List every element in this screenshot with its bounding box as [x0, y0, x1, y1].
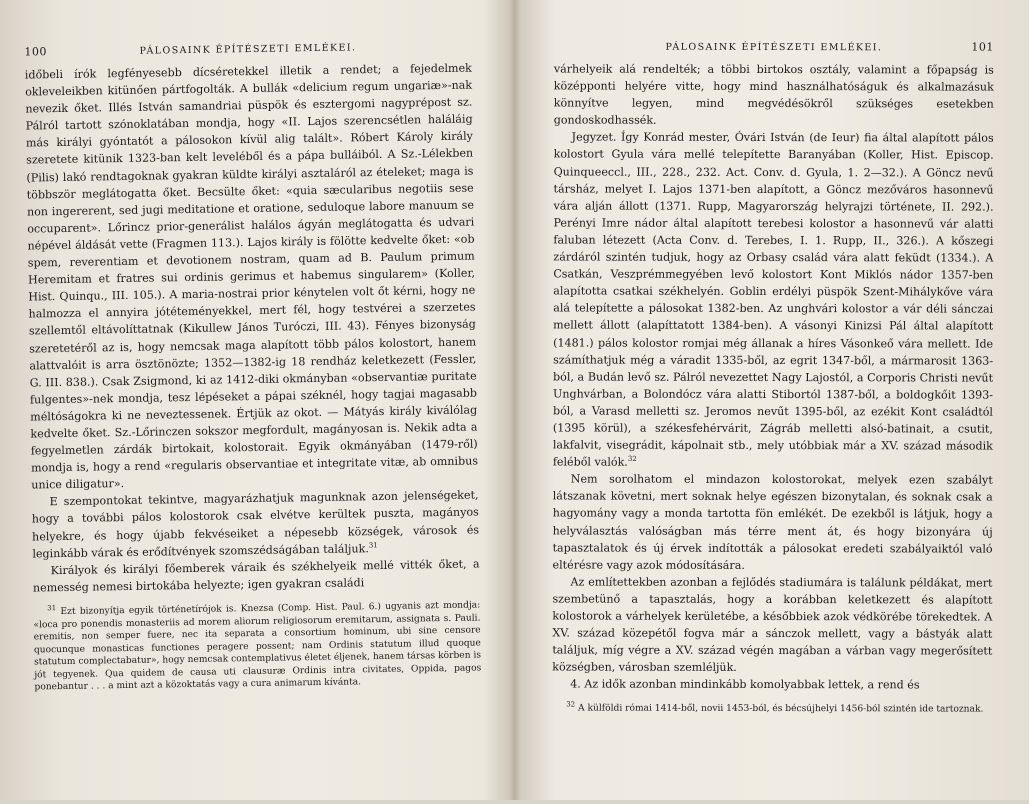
- left-page-number: 100: [24, 45, 47, 58]
- right-footnote-ref: 32: [628, 455, 637, 463]
- right-running-head: [554, 39, 994, 53]
- left-footnote-marker: 31: [47, 604, 56, 612]
- right-page-number: 101: [971, 41, 994, 54]
- left-footnote-text: Ezt bizonyítja egyik történetírójok is. Knezsa (Comp. Hist. Paul. 6.) ugyanis azt mondja: «loca pro ponendis monasteriis ad morem aliorum religiosorum eremitarum, assignata s. Pauli. eremitis, non semper fuere, nec ita separata a consortium hominum, ubi sine censore quocunque monasticas functiones peragere possent; nam Ordinis statutum illud quoque statutum complectabatur», hogy nemcsak contemplativus életet éljenek, hanem társas körben is jót tegyenek. Qua quidem de causa uti clausuræ Ordinis intra civitates, Oppida, pagos ponebantur . . . a mint azt a közoktatás vagy a cura animarum kívánta.: [33, 600, 481, 693]
- left-paragraph-1: időbeli írók legfényesebb dícséretekkel illetik a rendet; a fejedelmek okleveleikben kitünően pártfogolták. A bullák «delicium regum ungariæ»-nak nevezik őket. Illés István samandriai püspök és esztergomi nagyprépost sz. Pálról tartott szónoklatában mondja, hogy «II. Lajos szerencsétlen haláláig más királyi gyóntatót a pálosokon kívül alig talált». Róbert Károly király szeretete kitünik 1323-ban kelt leveléből és a pápa bulláiból. A Sz.-Lélekben (Pilis) lakó rendtagoknak gyakran küldte királyi asztaláról az ételeket; maga is többször meglátogatta őket. Becsülte őket: «quia sæcularibus negotiis sese non ingererent, sed jugi meditatione et oratione, seduloque labore manuum se occuparent». Lőrincz prior-generálist halálos ágyán meglátogatta és udvari népével áldását vette (Fragmen 113.). Lajos király is fölötte kedvelte őket: «ob spem, reverentiam et devotionem nostram, quam ad B. Paulum primum Heremitam et fratres sui ordinis gerimus et habemus singularem» (Koller, Hist. Quinqu., III. 105.). A maria-nostrai prior kénytelen volt őt kérni, hogy ne halmozza el annyira jótéteményekkel, mert fél, hogy testvérei a szerzetes szellemtől eltávolíttatnak (Kikullew János Turóczi, III. 43). Fényes bizonyság szeretetéről az is, hogy nemcsak maga alapított több pálos kolostort, hanem alattvalóit is arra ösztönözte; 1352—1382-ig 18 rendház keletkezett (Fessler, G. III. 838.). Csak Zsigmond, ki az 1412-diki okmányban «observantiæ puritate fulgentes»-nek mondja, tesz lépéseket a pápai széknél, hogy tagjai magasabb méltóságokra ki ne neveztessenek. Értjük az okot. — Mátyás király kiválólag kedvelte őket. Sz.-Lőrinczen sokszor megfordult, magányosan is. Nekik adta a fegyelmetlen zárdák birtokait, kolostorait. Egyik okmányában (1479-ről) mondja is, hogy a rend «regularis observantiae et integritate vitæ, ab omnibus unice diligatur».: [25, 60, 479, 494]
- left-footnote-ref: 31: [369, 541, 378, 549]
- left-running-head: [24, 39, 471, 59]
- right-paragraph-3: Nem sorolhatom el mindazon kolostorokat, melyek ezen szabályt látszanak követni, mert soknak helye egészen bizonytalan, és soknak csak a hagyomány vagy a monda tartotta fön emlékét. De ezekből is látjuk, hogy a helyválasztás valóságban más térre ment át, és hogy bizonyára új tapasztalatok és új érvek indították a pálosokat eredeti szabályaiktól való eltérésre vagy azok módosítására.: [553, 471, 993, 575]
- left-footnote: [33, 599, 481, 694]
- right-page: [514, 0, 1029, 801]
- right-paragraph-2: [553, 129, 994, 472]
- left-running-title: PÁLOSAINK ÉPÍTÉSZETI EMLÉKEI.: [47, 41, 449, 58]
- right-paragraph-5: 4. Az idők azonban mindinkább komolyabbak lettek, a rend és: [552, 676, 992, 694]
- left-paragraph-3: Királyok és királyi főemberek váraik és székhelyeik mellé vitték őket, a nemesség nemesi birtokába helyezte; igen gyakran családi: [33, 555, 480, 596]
- right-paragraph-4: Az említettekben azonban a fejlődés stadiumára is találunk példákat, mert szembetünő a tapasztalás, hogy a korábban keletkezett és alapított kolostorok a várhelyek kerületébe, a későbbiek azok védkörébe törekedtek. A XV. század közepétől fogva már a sánczok mellett, vagy a bástyák alatt találjuk, míg végre a XV. század végén magában a várban vagy megerősített községben, városban szemléljük.: [552, 573, 992, 677]
- right-running-title: PÁLOSAINK ÉPÍTÉSZETI EMLÉKEI.: [576, 41, 971, 53]
- left-paragraph-2: [31, 487, 479, 562]
- left-paragraph-2-text: E szempontokat tekintve, magyarázhatjuk magunknak azon jelenségeket, hogy a további pálos kolostorok csak elvétve kerültek puszta, magányos helyekre, és hogy újabb fekvéseiket a népesebb községek, városok és leginkább várak és erődítvények szomszédságában találjuk.: [32, 489, 479, 560]
- right-footnote: [552, 703, 992, 717]
- right-body-text: [552, 60, 994, 694]
- left-page: [0, 0, 511, 804]
- right-footnote-text: A külföldi római 1414-ből, novii 1453-ból, és bécsújhelyi 1456-ból szintén ide tartoznak.: [578, 704, 983, 715]
- right-paragraph-1: várhelyeik alá rendelték; a többi birtokos osztály, valamint a főpapság is középponti helyére vitte, hogy mind használhatóságuk és alkalmazásuk könnyítve legyen, mind megvédésökről szükséges esetekben gondoskodhassék.: [554, 60, 994, 130]
- right-paragraph-2-text: Jegyzet. Így Konrád mester, Óvári István (de Ieur) fia által alapított pálos kolostort Gyula vára mellé telepítette Baranyában (Koller, Hist. Episcop. Quinqueeccl., III., 228., 232. Act. Conv. d. Gyula, 1. 2—32.). A Göncz nevű társház, melyet I. Lajos 1371-ben alapított, a Göncz mezőváros hasonnevű vára alján állott (1371. Rupp, Magyarország helyrajzi története, II. 292.). Perényi Imre nádor által alapított terebesi kolostor a hasonnevű vár alatti faluban létezett (Acta Conv. d. Terebes, I. 1. Rupp, II., 326.). A kőszegi zárdáról szintén tudjuk, hogy az Orbasy család vára alatt feküdt (1334.). A Csatkán, Veszprémmegyében levő kolostort Kont Miklós nádor 1357-ben alapította csatkai székhelyén. Goblin erdélyi püspök Szent-Mihálykőve vára alá telepítette a pálosokat 1382-ben. Az unghvári kolostor a vár déli sánczai mellett állott (alapíttatott 1384-ben). A vásonyi Kinizsi Pál által alapított (1481.) pálos kolostor romjai még állanak a híres Vásonkeő vára mellett. Ide számíthatjuk még a váradit 1335-ből, az egrit 1347-ből, a mármarosit 1363-ból, a Budán levő sz. Pálról nevezettet Nagy Lajostól, a Corporis Christi nevűt Unghvárban, a Bolondócz vára alatti Stibortól 1387-ből, a boldogkőit 1393-ból, a Varasd melletti sz. Jeromos nevűt 1395-ből, az ezékit Kont családtól (1395 körül), a székesfehérvárit, Zágráb melletti alsó-batinait, a csutit, lakfalvit, visegrádit, kápolnait stb., mely utóbbiak már a XV. század második feléből valók.: [553, 131, 994, 469]
- left-body-text: [25, 60, 480, 597]
- right-footnote-marker: 32: [566, 701, 575, 709]
